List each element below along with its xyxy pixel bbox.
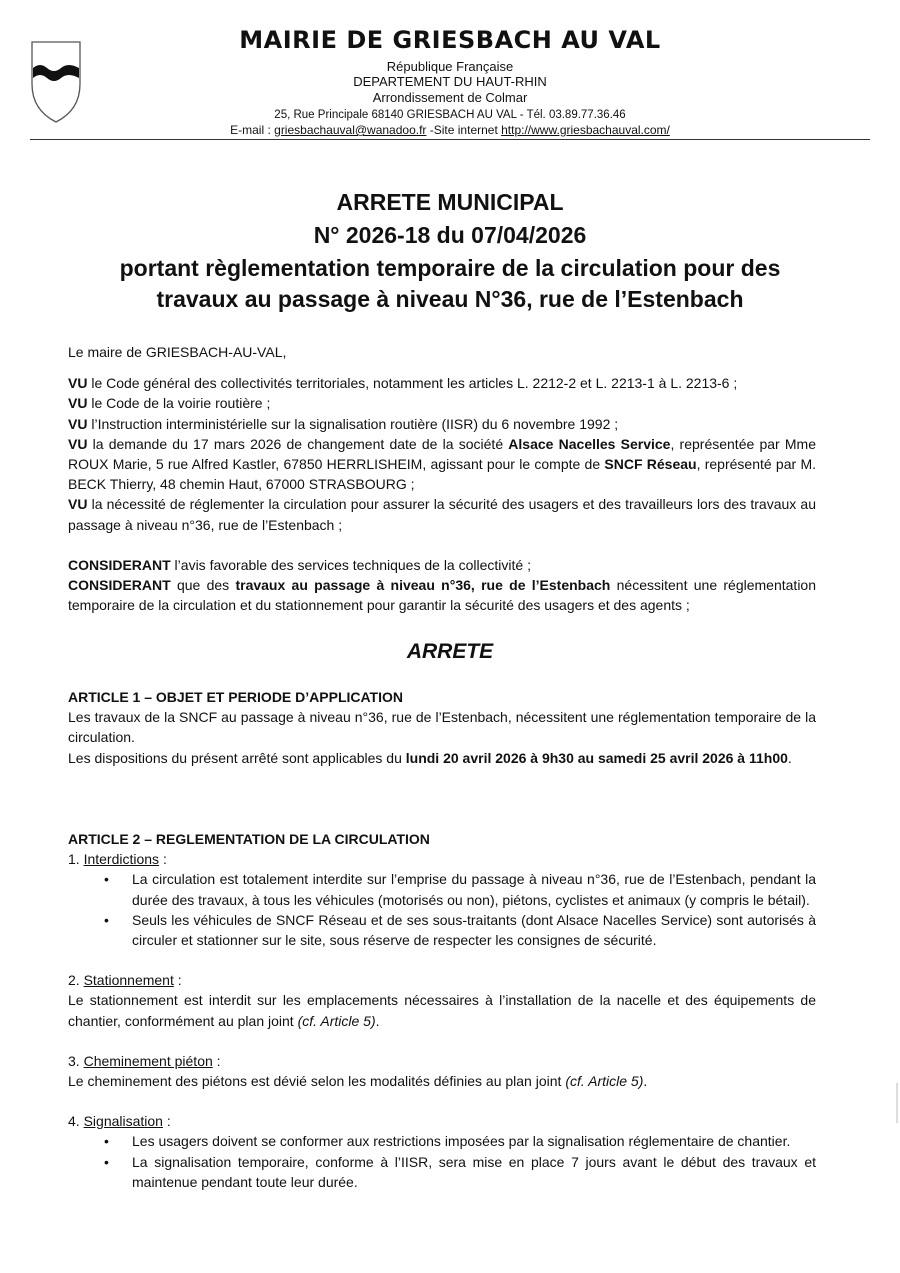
email-link[interactable]: griesbachauval@wanadoo.fr <box>274 123 427 137</box>
coat-of-arms-icon <box>30 40 82 124</box>
decree-subject-line1: portant règlementation temporaire de la circulation pour des <box>119 255 781 281</box>
section-cheminement: 3. Cheminement piéton : <box>68 1052 221 1069</box>
site-prefix: -Site internet <box>426 123 502 137</box>
preamble <box>68 342 816 615</box>
letterhead-republic: République Française <box>386 59 514 74</box>
cheminement-text: Le cheminement des piétons est dévié selon les modalités définies au plan joint (cf. Article 5). <box>68 1073 648 1090</box>
article-1-heading: ARTICLE 1 – OBJET ET PERIODE D’APPLICATION <box>68 689 404 705</box>
letterhead-contact <box>120 122 780 138</box>
list-item: • La circulation est totalement interdite sur l’emprise du passage à niveau n°36, rue de l’Estenbach, pendant la durée des travaux, à tous les véhicules (motorisés ou non), piétons, cyclistes et animaux (y compris le bétail). <box>104 871 816 908</box>
arrete-heading: ARRETE <box>406 640 494 663</box>
article-1-paragraph: Les travaux de la SNCF au passage à niveau n°36, rue de l’Estenbach, nécessitent une réglementation temporaire de la circulation. <box>68 709 816 746</box>
email-prefix: E-mail : <box>230 123 275 137</box>
article-1 <box>68 687 816 768</box>
vu-item: VU l’Instruction interministérielle sur la signalisation routière (IISR) du 6 novembre 1992 ; <box>68 415 619 432</box>
decree-subject-line2: travaux au passage à niveau N°36, rue de l’Estenbach <box>156 286 744 312</box>
letterhead-arrondissement: Arrondissement de Colmar <box>372 90 528 105</box>
scan-edge-mark <box>896 1083 898 1123</box>
decree-number: N° 2026-18 du 07/04/2026 <box>313 222 587 248</box>
list-item: • Seuls les véhicules de SNCF Réseau et de ses sous-traitants (dont Alsace Nacelles Service) sont autorisés à circuler et stationner sur le site, sous réserve de respecter les consignes de sécurité. <box>104 911 816 949</box>
municipality-title: MAIRIE DE GRIESBACH AU VAL <box>239 26 661 54</box>
considerant-item: CONSIDERANT l’avis favorable des services techniques de la collectivité ; <box>68 556 531 573</box>
article-2-heading: ARTICLE 2 – REGLEMENTATION DE LA CIRCULATION <box>68 831 430 847</box>
vu-item: VU la nécessité de réglementer la circulation pour assurer la sécurité des usagers et des travailleurs lors des travaux au passage à niveau n°36, rue de l’Estenbach ; <box>68 496 816 533</box>
article-1-period: Les dispositions du présent arrêté sont applicables du lundi 20 avril 2026 à 9h30 au samedi 25 avril 2026 à 11h00. <box>68 749 792 766</box>
vu-item: VU le Code général des collectivités territoriales, notamment les articles L. 2212-2 et L. 2213-1 à L. 2213-6 ; <box>68 375 738 392</box>
section-interdictions: 1. Interdictions : <box>68 851 167 868</box>
vu-item: VU la demande du 17 mars 2026 de changement date de la société Alsace Nacelles Service, représentée par Mme ROUX Marie, 5 rue Alfred Kastler, 67850 HERRLISHEIM, agissant pour le compte de SNCF Réseau, représenté par M. BECK Thierry, 48 chemin Haut, 67000 STRASBOURG ; <box>68 435 816 493</box>
stationnement-text: Le stationnement est interdit sur les emplacements nécessaires à l’installation de la nacelle et des équipements de chantier, conformément au plan joint (cf. Article 5). <box>68 992 816 1029</box>
list-item: • La signalisation temporaire, conforme à l’IISR, sera mise en place 7 jours avant le début des travaux et maintenue pendant toute leur durée. <box>104 1153 816 1190</box>
vu-item: VU le Code de la voirie routière ; <box>68 395 271 412</box>
letterhead-department: DEPARTEMENT DU HAUT-RHIN <box>353 74 547 89</box>
header-divider <box>30 139 870 140</box>
section-signalisation: 4. Signalisation : <box>68 1113 171 1130</box>
article-2 <box>68 829 816 1192</box>
website-link[interactable]: http://www.griesbachauval.com/ <box>501 123 670 137</box>
list-item: • Les usagers doivent se conformer aux restrictions imposées par la signalisation réglementaire de chantier. <box>104 1133 791 1150</box>
letterhead-address: 25, Rue Principale 68140 GRIESBACH AU VAL - Tél. 03.89.77.36.46 <box>274 109 626 121</box>
decree-title: ARRETE MUNICIPAL <box>336 189 564 215</box>
intro-line: Le maire de GRIESBACH-AU-VAL, <box>68 344 287 360</box>
considerant-item: CONSIDERANT que des travaux au passage à niveau n°36, rue de l’Estenbach nécessitent une réglementation temporaire de la circulation et du stationnement pour garantir la sécurité des usagers et des agents ; <box>68 577 816 614</box>
section-stationnement: 2. Stationnement : <box>68 972 182 989</box>
